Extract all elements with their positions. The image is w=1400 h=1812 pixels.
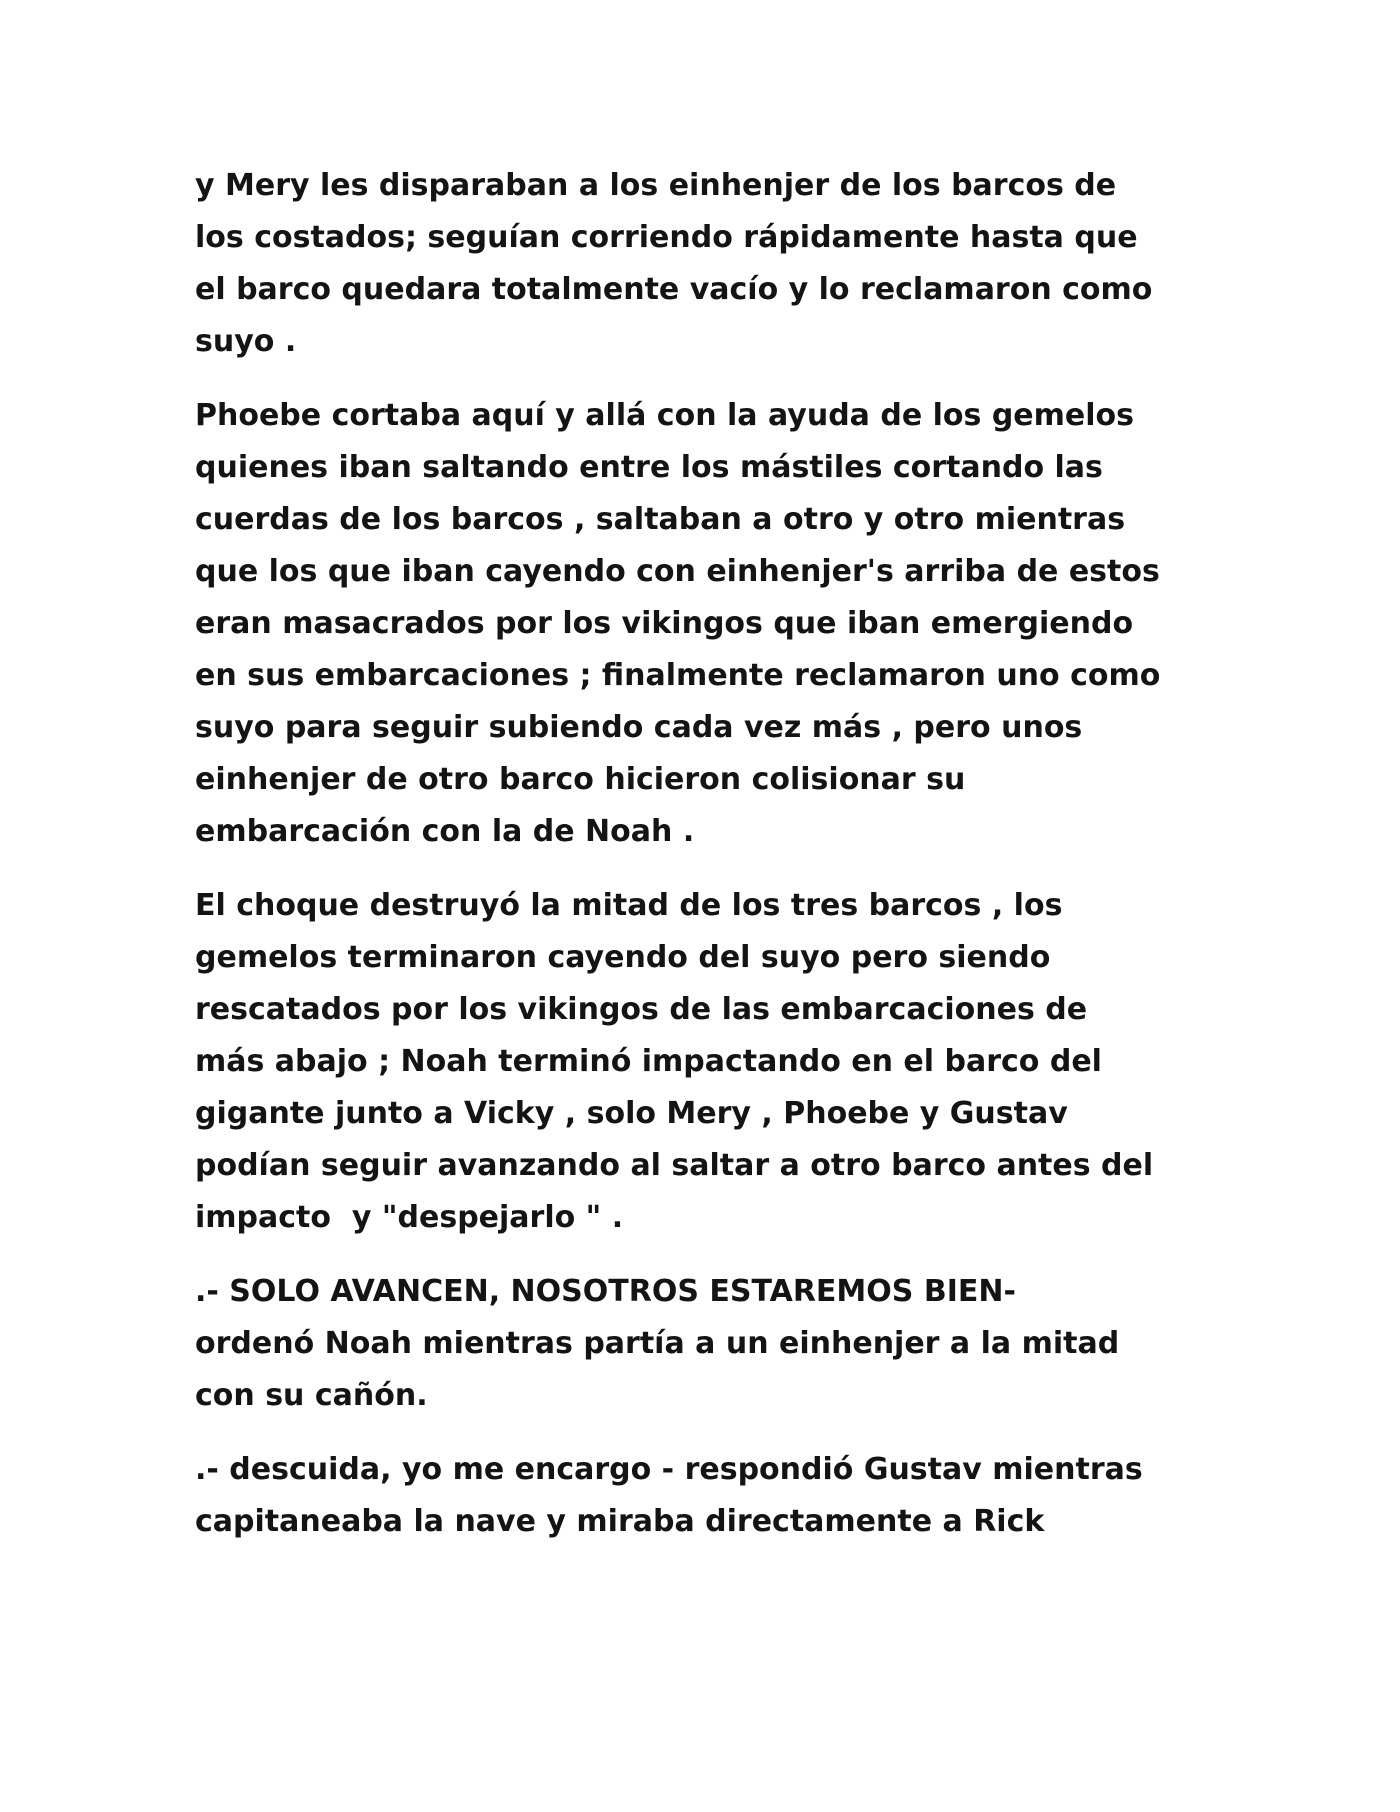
text-line: suyo . — [195, 324, 297, 359]
paragraph — [195, 1266, 1215, 1422]
text-line: einhenjer de otro barco hicieron colisionar su — [195, 762, 966, 797]
text-line: en sus embarcaciones ; finalmente reclamaron uno como — [195, 658, 1161, 693]
document-body — [195, 160, 1215, 1570]
text-line: gemelos terminaron cayendo del suyo pero siendo — [195, 940, 1051, 975]
text-line: con su cañón. — [195, 1378, 428, 1413]
text-line: y Mery les disparaban a los einhenjer de los barcos de — [195, 168, 1117, 203]
paragraph — [195, 880, 1215, 1244]
text-line: el barco quedara totalmente vacío y lo reclamaron como — [195, 272, 1153, 307]
text-line: impacto y "despejarlo " . — [195, 1200, 624, 1235]
text-line: cuerdas de los barcos , saltaban a otro y otro mientras — [195, 502, 1126, 537]
text-line: que los que iban cayendo con einhenjer's arriba de estos — [195, 554, 1160, 589]
text-line: capitaneaba la nave y miraba directamente a Rick — [195, 1504, 1045, 1539]
paragraph — [195, 1444, 1215, 1548]
paragraph — [195, 390, 1215, 858]
paragraph — [195, 160, 1215, 368]
text-line: quienes iban saltando entre los mástiles cortando las — [195, 450, 1103, 485]
text-line: El choque destruyó la mitad de los tres barcos , los — [195, 888, 1063, 923]
text-line: gigante junto a Vicky , solo Mery , Phoebe y Gustav — [195, 1096, 1068, 1131]
text-line: eran masacrados por los vikingos que iban emergiendo — [195, 606, 1134, 641]
text-line: rescatados por los vikingos de las embarcaciones de — [195, 992, 1088, 1027]
text-line: .- descuida, yo me encargo - respondió Gustav mientras — [195, 1452, 1143, 1487]
text-line: embarcación con la de Noah . — [195, 814, 695, 849]
text-line: podían seguir avanzando al saltar a otro barco antes del — [195, 1148, 1154, 1183]
text-line: más abajo ; Noah terminó impactando en el barco del — [195, 1044, 1102, 1079]
text-line: ordenó Noah mientras partía a un einhenjer a la mitad — [195, 1326, 1120, 1361]
text-line: los costados; seguían corriendo rápidamente hasta que — [195, 220, 1138, 255]
text-line: suyo para seguir subiendo cada vez más , pero unos — [195, 710, 1083, 745]
text-line: Phoebe cortaba aquí y allá con la ayuda de los gemelos — [195, 398, 1135, 433]
text-line: .- SOLO AVANCEN, NOSOTROS ESTAREMOS BIEN- — [195, 1274, 1016, 1309]
